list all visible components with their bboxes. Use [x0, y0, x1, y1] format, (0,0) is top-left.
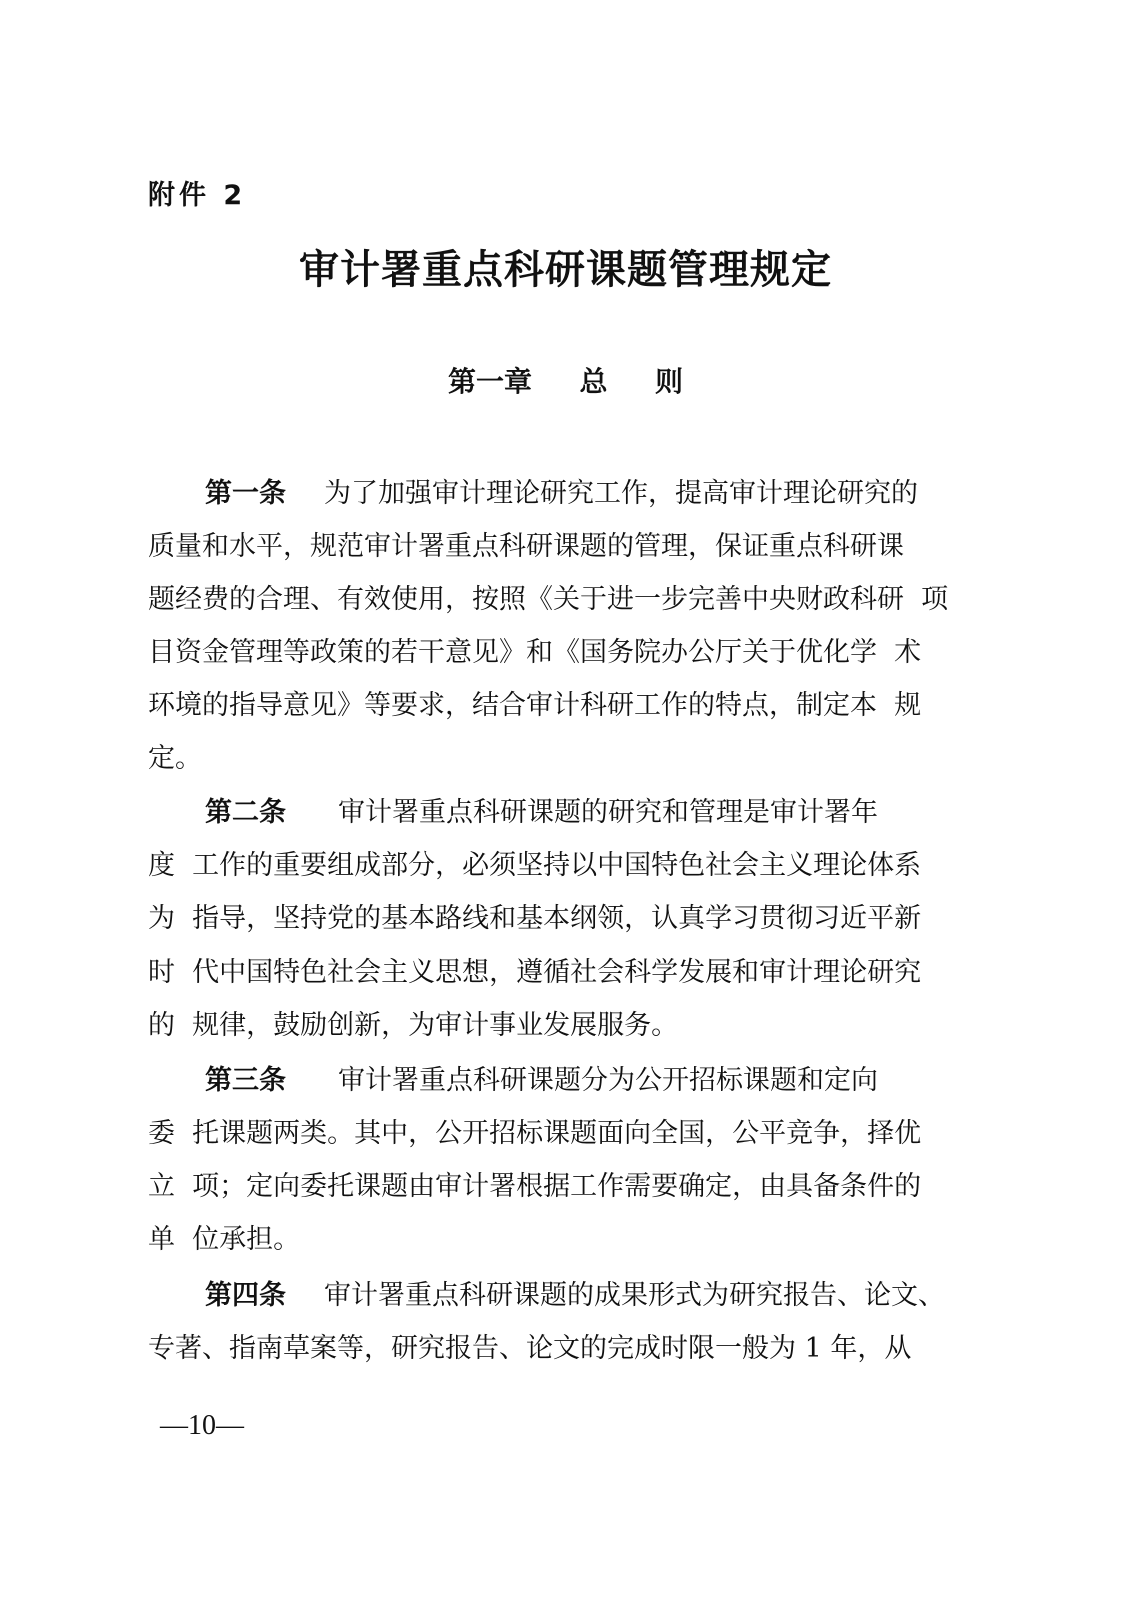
- article-3-line-2: 委 托课题两类。其中，公开招标课题面向全国，公平竞争，择优: [148, 1118, 922, 1149]
- article-2-line-3: 为 指导，坚持党的基本路线和基本纲领，认真学习贯彻习近平新: [148, 903, 922, 934]
- article-2-heading: 第二条: [205, 797, 286, 828]
- document-title: 审计署重点科研课题管理规定: [299, 247, 832, 293]
- article-1-line-1: 为了加强审计理论研究工作，提高审计理论研究的: [324, 478, 918, 509]
- article-4-first-line: [205, 1276, 988, 1316]
- article-3-line-3: 立 项；定向委托课题由审计署根据工作需要确定，由具备条件的: [148, 1171, 922, 1202]
- article-1-line-3: 题经费的合理、有效使用，按照《关于进一步完善中央财政科研 项: [148, 584, 949, 615]
- article-2-line-1: 审计署重点科研课题的研究和管理是审计署年: [338, 797, 878, 828]
- chapter-heading: 第一章 总 则: [448, 365, 683, 398]
- attachment-label: 附件 2: [148, 180, 247, 211]
- page-number: —10—: [160, 1410, 244, 1441]
- article-1-heading: 第一条: [205, 478, 286, 509]
- article-2-first-line: [205, 793, 988, 833]
- article-4-heading: 第四条: [205, 1280, 286, 1311]
- article-1-line-4: 目资金管理等政策的若干意见》和《国务院办公厅关于优化学 术: [148, 637, 922, 668]
- article-3-line-1: 审计署重点科研课题分为公开招标课题和定向: [338, 1065, 878, 1096]
- article-1-line-5: 环境的指导意见》等要求，结合审计科研工作的特点，制定本 规: [148, 690, 922, 721]
- article-1-line-6: 定。: [148, 743, 202, 774]
- article-2-line-5: 的 规律，鼓励创新，为审计事业发展服务。: [148, 1010, 679, 1041]
- article-4-line-2: 专著、指南草案等，研究报告、论文的完成时限一般为 1 年，从: [148, 1333, 912, 1364]
- article-3-first-line: [205, 1061, 988, 1101]
- article-3-line-4: 单 位承担。: [148, 1224, 301, 1255]
- article-3-heading: 第三条: [205, 1065, 286, 1096]
- article-4-line-1: 审计署重点科研课题的成果形式为研究报告、论文、: [324, 1280, 945, 1311]
- article-1-line-2: 质量和水平，规范审计署重点科研课题的管理，保证重点科研课: [148, 531, 904, 562]
- article-1-first-line: [205, 474, 988, 514]
- article-2-line-4: 时 代中国特色社会主义思想，遵循社会科学发展和审计理论研究: [148, 957, 922, 988]
- article-2-line-2: 度 工作的重要组成部分，必须坚持以中国特色社会主义理论体系: [148, 850, 922, 881]
